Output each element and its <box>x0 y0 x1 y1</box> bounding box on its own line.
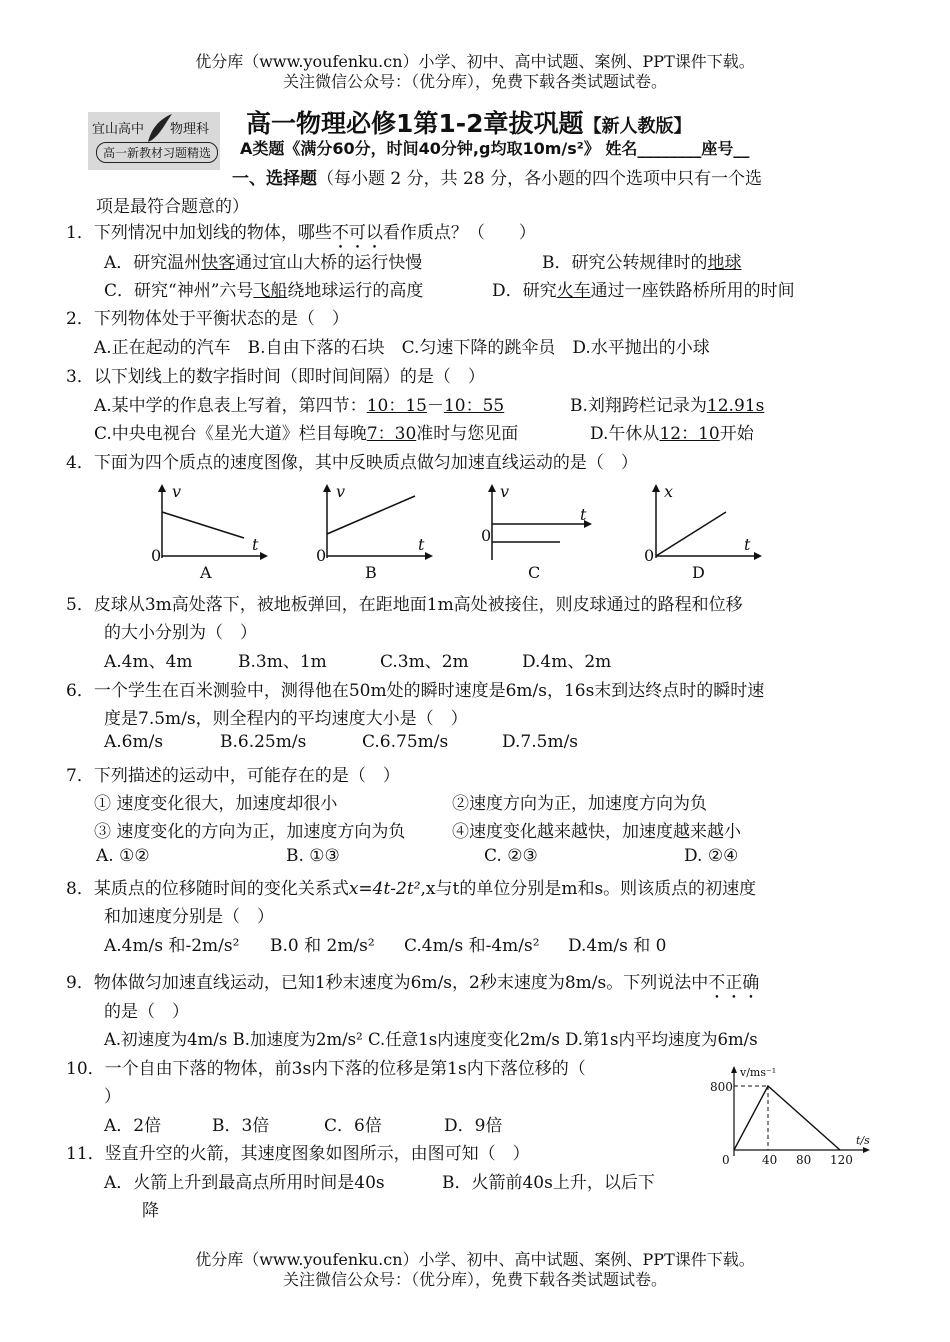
graph-b-origin: 0 <box>316 546 327 565</box>
q3-stem: 3．以下划线上的数字指时间（即时间间隔）的是（ ） <box>66 367 485 387</box>
q10-option-b: B．3倍 <box>212 1116 270 1136</box>
q6-option-a: A.6m/s <box>104 732 164 752</box>
subtitle <box>240 136 749 159</box>
section-heading: 一、选择题 <box>232 169 317 189</box>
q3-d-pre: D.午休从 <box>590 424 660 444</box>
graph-d-line <box>656 512 726 556</box>
graph-d-xlabel: t <box>744 535 751 554</box>
q10-stem-2: ） <box>104 1087 121 1107</box>
q6-stem-2: 度是7.5m/s，则全程内的平均速度大小是（ ） <box>104 709 468 729</box>
q8-stem-1 <box>66 874 756 899</box>
q3-d-u: 12：10 <box>659 424 720 444</box>
q3-a-mid: － <box>426 396 444 416</box>
footer-line-2: 关注微信公众号：（优分库），免费下载各类试题试卷。 <box>282 1270 667 1289</box>
q3-c-post: 准时与您见面 <box>416 424 519 444</box>
graph-a-ylabel: v <box>172 482 182 501</box>
q8-option-c: C.4m/s 和-4m/s² <box>404 936 540 956</box>
q3-option-d <box>590 419 754 444</box>
q3-a-u2: 10：55 <box>443 396 505 416</box>
q11-graph-tick-40: 40 <box>762 1153 778 1167</box>
q8-option-d: D.4m/s 和 0 <box>568 936 667 956</box>
q8-formula: x=4t-2t² <box>348 879 421 899</box>
section-desc-2: 项是最符合题意的） <box>96 197 249 217</box>
q1-option-b <box>542 248 742 273</box>
q10-option-c: C．6倍 <box>324 1116 382 1136</box>
logo-left-text: 宜山高中 <box>92 122 145 137</box>
q3-a-pre: A.某中学的作息表上写着，第四节： <box>94 396 367 416</box>
graph-d-label: D <box>692 563 705 582</box>
graph-b-label: B <box>365 563 377 582</box>
graph-c-ylabel: v <box>500 482 510 501</box>
q9-stem-emph: 不正确 <box>708 973 760 993</box>
q6-stem-1: 6．一个学生在百米测验中，测得他在50m处的瞬时速度是6m/s，16s末到达终点时的瞬时速 <box>66 681 765 701</box>
q8-option-b: B.0 和 2m/s² <box>270 936 375 956</box>
q9-stem-a: 9．物体做匀加速直线运动，已知1秒末速度为6m/s，2秒末速度为8m/s。下列说法中 <box>66 973 709 993</box>
q11-graph-ylabel: v/ms⁻¹ <box>740 1066 777 1079</box>
q11-option-b: B．火箭前40s上升，以后下 <box>442 1173 655 1193</box>
page-title <box>246 104 692 140</box>
q5-stem-2: 的大小分别为（ ） <box>104 623 257 643</box>
logo-bottom-text: 高一新教材习题精选 <box>96 142 218 163</box>
subtitle-text: A类题《满分60分，时间40分钟,g均取10m/s²》 姓名 <box>240 139 638 158</box>
graph-d-ylabel: x <box>664 482 674 501</box>
q8-option-a: A.4m/s 和-2m/s² <box>104 936 240 956</box>
q5-stem-1: 5．皮球从3m高处落下，被地板弹回，在距地面1m高处被接住，则皮球通过的路程和位移 <box>66 595 743 615</box>
q2-stem: 2．下列物体处于平衡状态的是（ ） <box>66 309 349 329</box>
q11-graph-line <box>734 1086 840 1150</box>
q3-c-pre: C.中央电视台《星光大道》栏目每晚 <box>94 424 367 444</box>
q3-b-u: 12.91s <box>706 396 765 416</box>
q7-statement-4: ④速度变化越来越快，加速度越来越小 <box>452 822 741 842</box>
q11-option-a: A．火箭上升到最高点所用时间是40s <box>104 1173 385 1193</box>
q8-stem-b: ,x与t的单位分别是m和s。则该质点的初速度 <box>420 879 757 899</box>
q11-option-b-cont: 降 <box>142 1201 159 1221</box>
q5-option-a: A.4m、4m <box>104 652 193 672</box>
q7-option-d: D. ②④ <box>684 846 739 866</box>
q6-option-d: D.7.5m/s <box>502 732 579 752</box>
q7-option-c: C. ②③ <box>484 846 538 866</box>
footer-line-1: 优分库（www.youfenku.cn）小学、初中、高中试题、案例、PPT课件下载。 <box>195 1250 755 1269</box>
header-line-1: 优分库（www.youfenku.cn）小学、初中、高中试题、案例、PPT课件下载。 <box>195 52 755 71</box>
graph-b-xlabel: t <box>418 535 425 554</box>
title-main: 高一物理必修1第1-2章拔巩题 <box>246 109 584 138</box>
q1-a-pre: A．研究温州 <box>104 253 202 273</box>
q8-stem-a: 8．某质点的位移随时间的变化关系式 <box>66 879 349 899</box>
q7-option-b: B. ①③ <box>286 846 340 866</box>
section-heading-line <box>232 164 762 189</box>
q1-b-u: 地球 <box>707 253 742 273</box>
q4-stem: 4．下面为四个质点的速度图像，其中反映质点做匀加速直线运动的是（ ） <box>66 453 638 473</box>
q1-stem-b: 看作质点？（ ） <box>382 223 536 243</box>
q7-option-a: A. ①② <box>96 846 150 866</box>
q7-statement-3: ③ 速度变化的方向为正，加速度方向为负 <box>94 822 406 842</box>
q3-option-c <box>94 419 518 444</box>
name-blank: ________ <box>637 139 702 158</box>
q9-stem-2: 的是（ ） <box>104 1002 189 1022</box>
q2-options: A.正在起动的汽车 B.自由下落的石块 C.匀速下降的跳伞员 D.水平抛出的小球 <box>94 338 710 358</box>
graph-b-ylabel: v <box>336 482 346 501</box>
q11-stem: 11．竖直升空的火箭，其速度图象如图所示，由图可知（ ） <box>66 1144 530 1164</box>
q6-option-c: C.6.75m/s <box>362 732 449 752</box>
q10-option-a: A．2倍 <box>104 1116 162 1136</box>
q11-graph-xlabel: t/s <box>856 1134 870 1147</box>
q11-graph-tick-0: 0 <box>722 1153 730 1167</box>
title-edition: 【新人教版】 <box>583 116 692 137</box>
q5-option-b: B.3m、1m <box>238 652 327 672</box>
q1-d-post: 通过一座铁路桥所用的时间 <box>590 281 795 301</box>
q3-a-u1: 10：15 <box>366 396 427 416</box>
graph-a-line <box>162 512 244 538</box>
q1-c-pre: C．研究“神州”六号 <box>104 281 254 301</box>
q5-option-d: D.4m、2m <box>522 652 612 672</box>
q7-stem: 7．下列描述的运动中，可能存在的是（ ） <box>66 766 400 786</box>
q1-stem-emph: 不可以 <box>331 223 383 243</box>
q10-stem-1: 10．一个自由下落的物体，前3s内下落的位移是第1s内下落位移的（ <box>66 1059 586 1079</box>
q9-options: A.初速度为4m/s B.加速度为2m/s² C.任意1s内速度变化2m/s D.第1s内平均速度为6m/s <box>104 1030 758 1049</box>
header-line-2: 关注微信公众号：（优分库），免费下载各类试题试卷。 <box>282 72 667 91</box>
section-desc-1: （每小题 2 分，共 28 分，各小题的四个选项中只有一个选 <box>317 169 763 189</box>
q1-stem-a: 1．下列情况中加划线的物体，哪些 <box>66 223 332 243</box>
q1-a-u: 快客 <box>201 253 236 273</box>
q11-graph-tick-80: 80 <box>796 1153 812 1167</box>
q3-option-b <box>570 391 764 416</box>
graph-b-line <box>327 496 415 534</box>
graph-a-origin: 0 <box>151 546 162 565</box>
q7-statement-2: ②速度方向为正，加速度方向为负 <box>452 794 707 814</box>
q5-option-c: C.3m、2m <box>380 652 469 672</box>
q1-c-u: 飞船 <box>253 281 288 301</box>
q7-statement-1: ① 速度变化很大，加速度却很小 <box>94 794 338 814</box>
graph-a-label: A <box>200 563 212 582</box>
q3-c-u: 7：30 <box>366 424 417 444</box>
q3-option-a <box>94 391 504 416</box>
q1-c-post: 绕地球运行的高度 <box>287 281 424 301</box>
graph-c-origin: 0 <box>481 526 492 545</box>
q1-a-post: 通过宜山大桥的运行快慢 <box>235 253 423 273</box>
graph-c-label: C <box>528 563 541 582</box>
q10-option-d: D．9倍 <box>444 1116 503 1136</box>
q6-option-b: B.6.25m/s <box>220 732 307 752</box>
graph-c-xlabel: t <box>580 505 587 524</box>
graph-a-xlabel: t <box>252 535 259 554</box>
q1-option-c <box>104 276 423 301</box>
q3-b-pre: B.刘翔跨栏记录为 <box>570 396 707 416</box>
q1-option-a <box>104 248 422 273</box>
graph-d-origin: 0 <box>644 546 655 565</box>
q11-graph-tick-120: 120 <box>830 1153 853 1167</box>
logo-right-text: 物理科 <box>170 122 210 137</box>
school-logo <box>88 112 220 170</box>
q1-d-u: 火车 <box>556 281 591 301</box>
q1-option-d <box>492 276 795 301</box>
q11-graph-ytick: 800 <box>710 1080 733 1094</box>
seat-number: 座号__ <box>701 139 750 158</box>
q1-d-pre: D．研究 <box>492 281 557 301</box>
q8-stem-2: 和加速度分别是（ ） <box>104 907 274 927</box>
q1-b-pre: B．研究公转规律时的 <box>542 253 708 273</box>
q3-d-post: 开始 <box>719 424 754 444</box>
